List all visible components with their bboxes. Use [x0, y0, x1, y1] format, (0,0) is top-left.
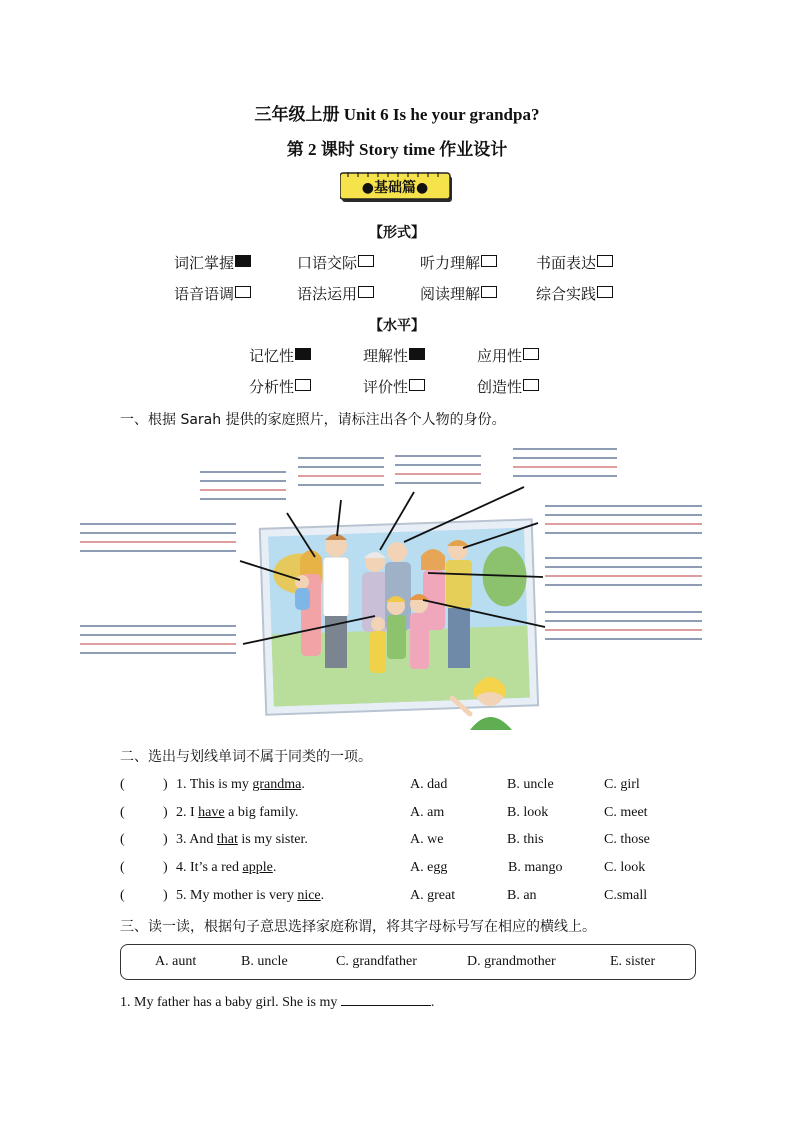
checkbox-icon: [358, 286, 374, 298]
checkbox-icon: [523, 348, 539, 360]
form-option: 语法运用: [297, 283, 374, 304]
question-row: ( ) 3. And that is my sister. A. we B. this C. those: [120, 832, 650, 847]
checkbox-icon: [523, 379, 539, 391]
level-option: 理解性: [363, 345, 425, 366]
form-option: 综合实践: [536, 283, 613, 304]
fill-question: 1. My father has a baby girl. She is my .: [120, 995, 435, 1010]
question-row: ( ) 2. I have a big family. A. am B. look C. meet: [120, 805, 648, 820]
section2-heading: 二、选出与划线单词不属于同类的一项。: [120, 749, 372, 765]
checkbox-icon: [597, 286, 613, 298]
question-row: ( ) 5. My mother is very nice. A. great B. an C.small: [120, 888, 648, 903]
checkbox-icon: [409, 379, 425, 391]
level-option: 应用性: [477, 345, 539, 366]
checkbox-icon: [235, 286, 251, 298]
answer-blank[interactable]: [341, 993, 431, 1006]
form-option: 书面表达: [536, 252, 613, 273]
checkbox-icon: [295, 379, 311, 391]
form-option: 词汇掌握: [174, 252, 251, 273]
checkbox-icon: [481, 286, 497, 298]
checkbox-icon: [295, 348, 311, 360]
form-option: 语音语调: [174, 283, 251, 304]
level-option: 分析性: [249, 376, 311, 397]
checkbox-icon: [597, 255, 613, 267]
choice-item: B. uncle: [241, 954, 288, 969]
page-title: 三年级上册 Unit 6 Is he your grandpa?: [254, 105, 540, 124]
level-option: 评价性: [363, 376, 425, 397]
level-badge: [340, 172, 454, 204]
level-option: 创造性: [477, 376, 539, 397]
form-option: 阅读理解: [420, 283, 497, 304]
family-photo-exercise: [0, 430, 794, 740]
page-subtitle: 第 2 课时 Story time 作业设计: [286, 140, 508, 159]
checkbox-icon: [409, 348, 425, 360]
choices-box: [120, 944, 696, 980]
level-label: 【水平】: [369, 319, 425, 334]
choice-item: C. grandfather: [336, 954, 417, 969]
level-option: 记忆性: [249, 345, 311, 366]
form-option: 听力理解: [420, 252, 497, 273]
question-row: ( ) 1. This is my grandma. A. dad B. uncle C. girl: [120, 777, 640, 792]
badge-label: ●基础篇●: [361, 180, 429, 196]
choice-item: E. sister: [610, 954, 656, 969]
choice-item: A. aunt: [155, 954, 197, 969]
choice-item: D. grandmother: [467, 954, 556, 969]
checkbox-icon: [358, 255, 374, 267]
checkbox-icon: [481, 255, 497, 267]
question-row: ( ) 4. It’s a red apple. A. egg B. mango C. look: [120, 860, 646, 875]
section3-heading: 三、读一读，根据句子意思选择家庭称谓，将其字母标号写在相应的横线上。: [120, 919, 596, 935]
form-label: 【形式】: [369, 226, 425, 241]
form-option: 口语交际: [297, 252, 374, 273]
checkbox-icon: [235, 255, 251, 267]
section1-heading: 一、根据 Sarah 提供的家庭照片，请标注出各个人物的身份。: [120, 412, 506, 428]
